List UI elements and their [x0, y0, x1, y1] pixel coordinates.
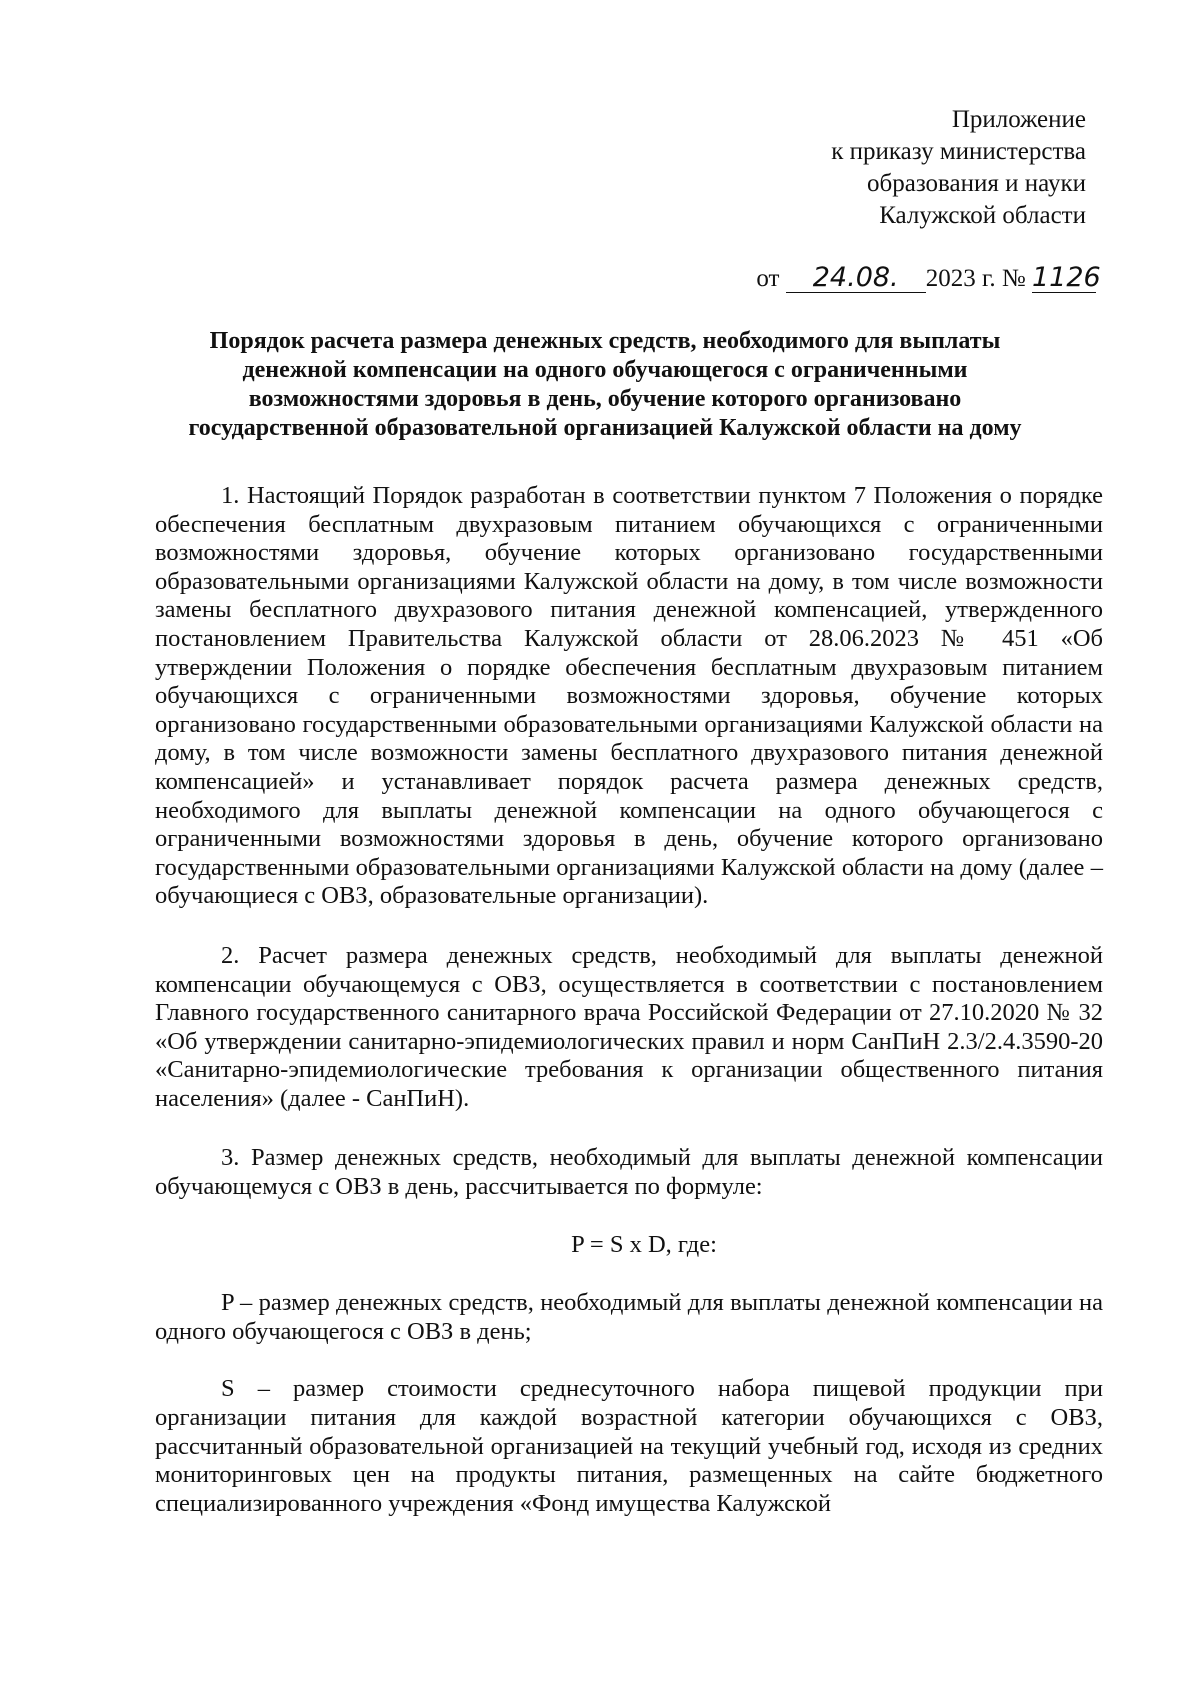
- order-number-handwritten: 1126: [1032, 262, 1101, 293]
- order-year: 2023 г. №: [925, 265, 1026, 292]
- title-line: денежной компенсации на одного обучающегося с ограниченными: [242, 357, 968, 383]
- appendix-block: [831, 104, 1086, 232]
- paragraph-2: 2. Расчет размера денежных средств, необходимый для выплаты денежной компенсации обучающемуся с ОВЗ, осуществляется в соответствии с постановлением Главного государственного санитарного врача Российской Федерации от 27.10.2020 № 32 «Об утверждении санитарно-эпидемиологических правил и норм СанПиН 2.3/2.4.3590-20 «Санитарно-эпидемиологические требования к организации общественного питания населения» (далее - СанПиН).: [155, 941, 1103, 1112]
- order-prefix: от: [756, 265, 780, 292]
- title-line: государственной образовательной организацией Калужской области на дому: [188, 415, 1022, 441]
- order-date-number: [756, 262, 1101, 295]
- order-date-handwritten: 24.08.: [786, 264, 926, 293]
- paragraph-1: 1. Настоящий Порядок разработан в соответствии пунктом 7 Положения о порядке обеспечения бесплатным двухразовым питанием обучающихся с ограниченными возможностями здоровья, обучение которых организовано государственными образовательными организациями Калужской области на дому, в том числе возможности замены бесплатного двухразового питания денежной компенсацией, утвержденного постановлением Правительства Калужской области от 28.06.2023 № 451 «Об утверждении Положения о порядке обеспечения бесплатным двухразовым питанием обучающихся с ограниченными возможностями здоровья, обучение которых организовано государственными образовательными организациями Калужской области на дому, в том числе возможности замены бесплатного двухразового питания денежной компенсацией» и устанавливает порядок расчета размера денежных средств, необходимого для выплаты денежной компенсации на одного обучающегося с ограниченными возможностями здоровья в день, обучение которого организовано государственными образовательными организациями Калужской области на дому (далее – обучающиеся с ОВЗ, образовательные организации).: [155, 482, 1103, 910]
- appendix-line: Калужской области: [879, 202, 1086, 229]
- formula: P = S x D, где:: [571, 1230, 717, 1258]
- title-line: возможностями здоровья в день, обучение которого организовано: [248, 386, 962, 412]
- title-line: Порядок расчета размера денежных средств, необходимого для выплаты: [209, 328, 1001, 354]
- definition-p: P – размер денежных средств, необходимый для выплаты денежной компенсации на одного обучающегося с ОВЗ в день;: [155, 1289, 1103, 1345]
- document-body: [155, 482, 1103, 1518]
- definition-s: S – размер стоимости среднесуточного набора пищевой продукции при организации питания для каждой возрастной категории обучающихся с ОВЗ, рассчитанный образовательной организацией на текущий учебный год, исходя из средних мониторинговых цен на продукты питания, размещенных на сайте бюджетного специализированного учреждения «Фонд имущества Калужской: [155, 1375, 1103, 1517]
- document-title: [150, 327, 1060, 443]
- appendix-line: образования и науки: [867, 170, 1086, 197]
- appendix-line: к приказу министерства: [831, 138, 1086, 165]
- paragraph-3: 3. Размер денежных средств, необходимый для выплаты денежной компенсации обучающемуся с ОВЗ в день, рассчитывается по формуле:: [155, 1144, 1103, 1201]
- appendix-line: Приложение: [951, 106, 1086, 133]
